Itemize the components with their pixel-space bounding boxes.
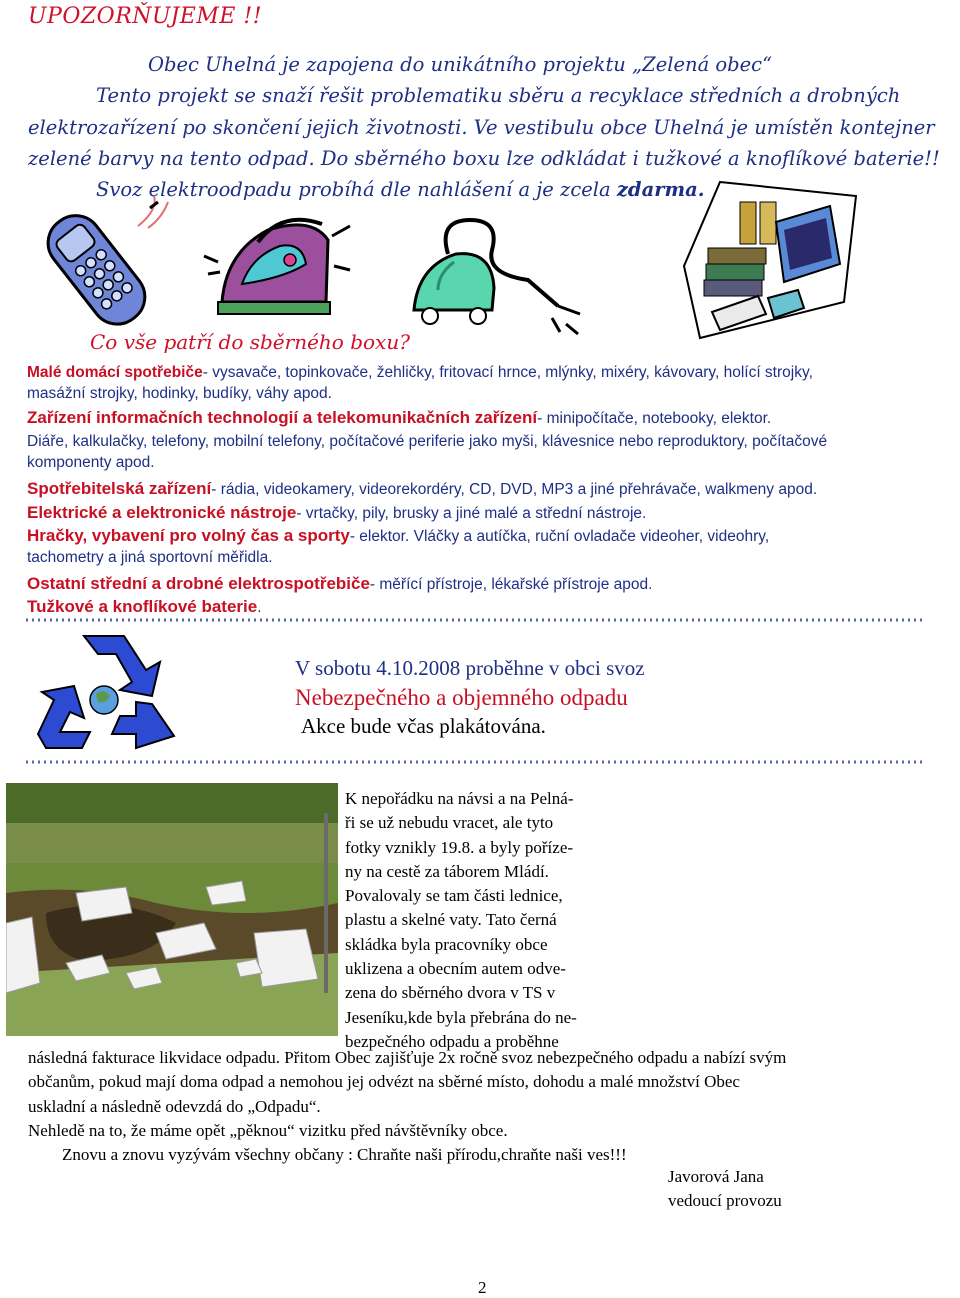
category-item	[27, 573, 937, 595]
free-label: zdarma.	[616, 178, 705, 201]
warning-heading: UPOZORŇUJEME !!	[28, 4, 263, 29]
announcement-note: Akce bude včas plakátována.	[301, 714, 546, 738]
announcement-date-line: V sobotu 4.10.2008 proběhne v obci svoz	[295, 656, 645, 680]
category-item	[27, 407, 937, 429]
decorative-divider	[26, 758, 926, 766]
category-label: Elektrické a elektronické nástroje	[27, 503, 297, 522]
category-item	[27, 596, 937, 618]
intro-line: Obec Uhelná je zapojena do unikátního projektu „Zelená obec“	[148, 53, 773, 76]
body-paragraph	[28, 1046, 943, 1167]
category-label: Ostatní střední a drobné elektrospotřebiče	[27, 574, 370, 593]
caption-line: Jeseníku,kde byla přebrána do ne-	[345, 1007, 577, 1027]
category-text: Vláčky a autíčka, ruční ovladače videoher, videohry,	[409, 528, 770, 545]
caption-line: K nepořádku na návsi a na Pelná-	[345, 789, 574, 808]
category-text: - vysavače, topinkovače, žehličky, fritovací hrnce, mlýnky, mixéry, kávovary, holící strojky,	[202, 364, 813, 381]
announcement	[295, 654, 645, 741]
category-text: - vrtačky, pily, brusky a jiné malé a střední nástroje.	[296, 505, 647, 522]
iron-icon	[202, 206, 352, 326]
category-text: masážní strojky, hodinky, budíky, váhy apod.	[27, 385, 332, 402]
body-line: občanům, pokud mají doma odpad a nemohou jej odvézt na sběrné místo, dohodu a malé množství Obec	[28, 1072, 740, 1092]
caption-line: plastu a skelné vaty. Tato černá	[345, 910, 557, 930]
category-item	[27, 431, 937, 473]
caption-line: fotky vznikly 19.8. a byly poříze-	[345, 837, 574, 857]
category-label: Hračky, vybavení pro volný čas a sporty	[27, 526, 350, 545]
intro-line: zelené barvy na tento odpad. Do sběrného boxu lze odkládat i tužkové a knoflíkové baterie!!	[28, 147, 940, 170]
category-label: Spotřebitelská zařízení	[27, 479, 212, 498]
category-text: Diáře, kalkulačky, telefony, mobilní telefony, počítačové periferie jako myši, klávesnice nebo reproduktory, počítačové	[27, 433, 828, 450]
computer-icon	[680, 172, 866, 340]
body-line: Nehledě na to, že máme opět „pěknou“ vizitku před návštěvníky obce.	[28, 1120, 508, 1140]
category-item	[27, 478, 937, 500]
category-label: Tužkové a knoflíkové baterie	[27, 597, 258, 616]
recycle-icon	[24, 630, 186, 752]
vacuum-cleaner-icon	[408, 214, 593, 336]
caption-line: bezpečného odpadu a proběhne	[345, 1031, 559, 1051]
category-item	[27, 362, 937, 404]
caption-line: ři se už nebudu vracet, ale tyto	[345, 813, 554, 833]
caption-line: skládka byla pracovníky obce	[345, 934, 548, 954]
announcement-title: Nebezpečného a objemného odpadu	[295, 685, 628, 710]
category-text: - elektor.	[349, 528, 410, 545]
category-item	[27, 502, 937, 524]
body-line: Znovu a znovu vyzývám všechny občany : Chraňte naši přírodu,chraňte naši ves!!!	[28, 1145, 627, 1165]
category-text: komponenty apod.	[27, 454, 155, 471]
decorative-divider	[26, 616, 926, 624]
category-text: - měřící přístroje, lékařské přístroje apod.	[369, 576, 653, 593]
category-text: - minipočítače, notebooky, elektor.	[537, 410, 772, 427]
caption-line: Povalovaly se tam části lednice,	[345, 886, 563, 906]
category-text: .	[257, 599, 262, 616]
body-line: následná fakturace likvidace odpadu. Přitom Obec zajišťuje 2x ročně svoz nebezpečného odpadu a nabízí svým	[28, 1048, 787, 1067]
intro-line: elektrozařízení po skončení jejich životnosti. Ve vestibulu obce Uhelná je umístěn kontejner	[28, 116, 935, 139]
mobile-phone-icon	[30, 196, 170, 336]
category-text: tachometry a jiná sportovní měřidla.	[27, 549, 273, 566]
category-item	[27, 525, 937, 568]
page-number: 2	[478, 1278, 487, 1297]
signature	[668, 1165, 782, 1213]
signature-role: vedoucí provozu	[668, 1191, 782, 1210]
body-line: uskladní a následně odevzdá do „Odpadu“.	[28, 1096, 321, 1116]
category-label: Zařízení informačních technologií a telekomunikačních zařízení	[27, 408, 538, 427]
category-label: Malé domácí spotřebiče	[27, 364, 203, 381]
section-heading: Co vše patří do sběrného boxu?	[90, 330, 410, 354]
signature-name: Javorová Jana	[668, 1167, 764, 1186]
intro-text: Svoz elektroodpadu probíhá dle nahlášení a je zcela	[96, 178, 617, 201]
intro-line: Tento projekt se snaží řešit problematiku sběru a recyklace středních a drobných	[96, 84, 901, 107]
category-text: - rádia, videokamery, videorekordéry, CD, DVD, MP3 a jiné přehrávače, walkmeny apod.	[211, 481, 818, 498]
caption-line: zena do sběrného dvora v TS v	[345, 983, 556, 1003]
waste-dump-photo	[6, 783, 338, 1036]
caption-line: uklizena a obecním autem odve-	[345, 959, 566, 979]
photo-caption	[345, 787, 625, 1054]
caption-line: ny na cestě za táborem Mládí.	[345, 861, 549, 881]
